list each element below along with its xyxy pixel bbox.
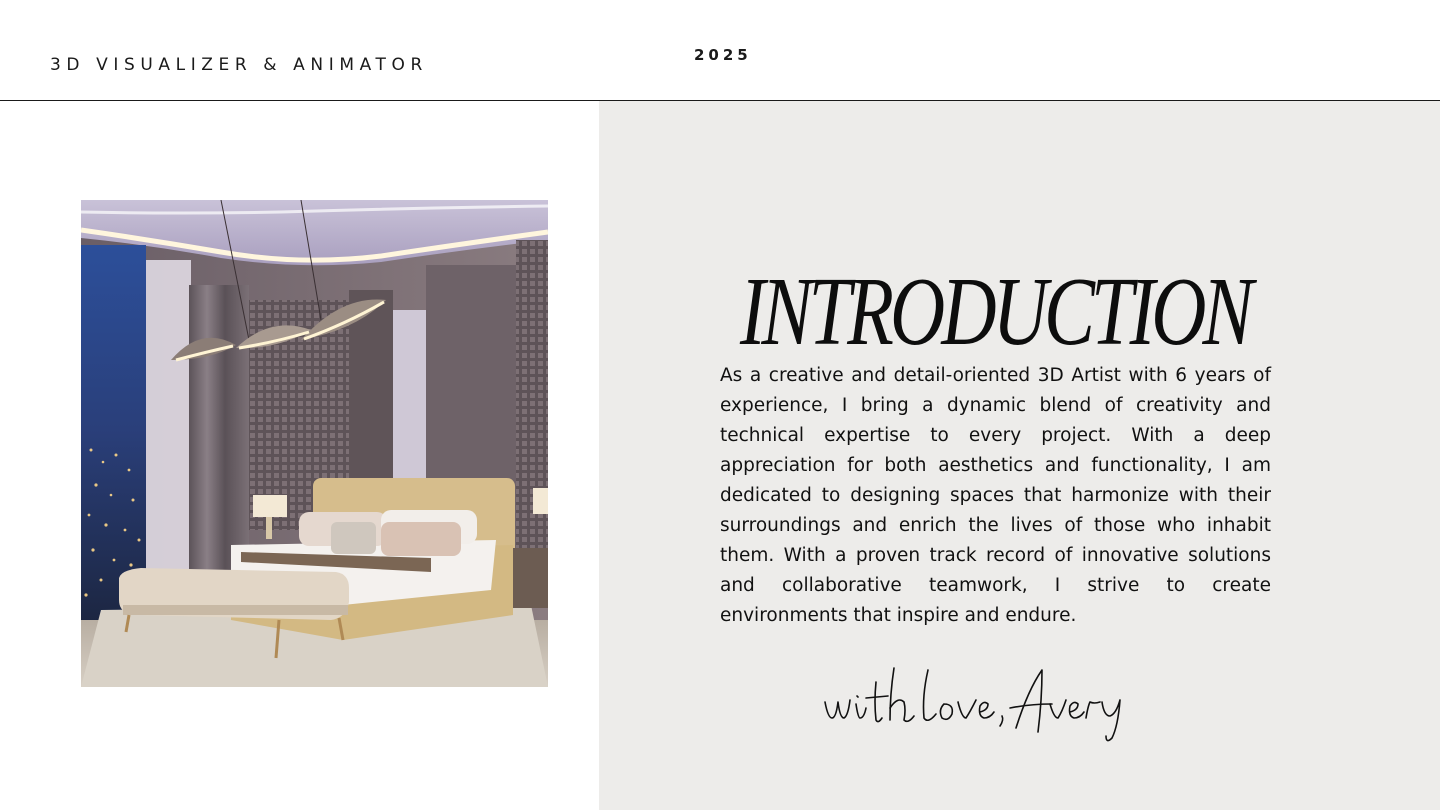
signature — [820, 660, 1140, 750]
page-title: INTRODUCTION — [740, 258, 1250, 366]
bedroom-render-image — [81, 200, 548, 687]
year-label: 2025 — [694, 46, 752, 64]
intro-paragraph: As a creative and detail-oriented 3D Artist with 6 years of experience, I bring a dynamic blend of creativity and technical expertise to every project. With a deep appreciation for both aesthetics and functionality, I am dedicated to designing spaces that harmonize with their surroundings and enrich the lives of those who inhabit them. With a proven track record of innovative solutions and collaborative teamwork, I strive to create environments that inspire and endure. — [720, 365, 1271, 626]
role-title: 3D VISUALIZER & ANIMATOR — [50, 55, 428, 75]
header-bar — [0, 0, 1440, 101]
